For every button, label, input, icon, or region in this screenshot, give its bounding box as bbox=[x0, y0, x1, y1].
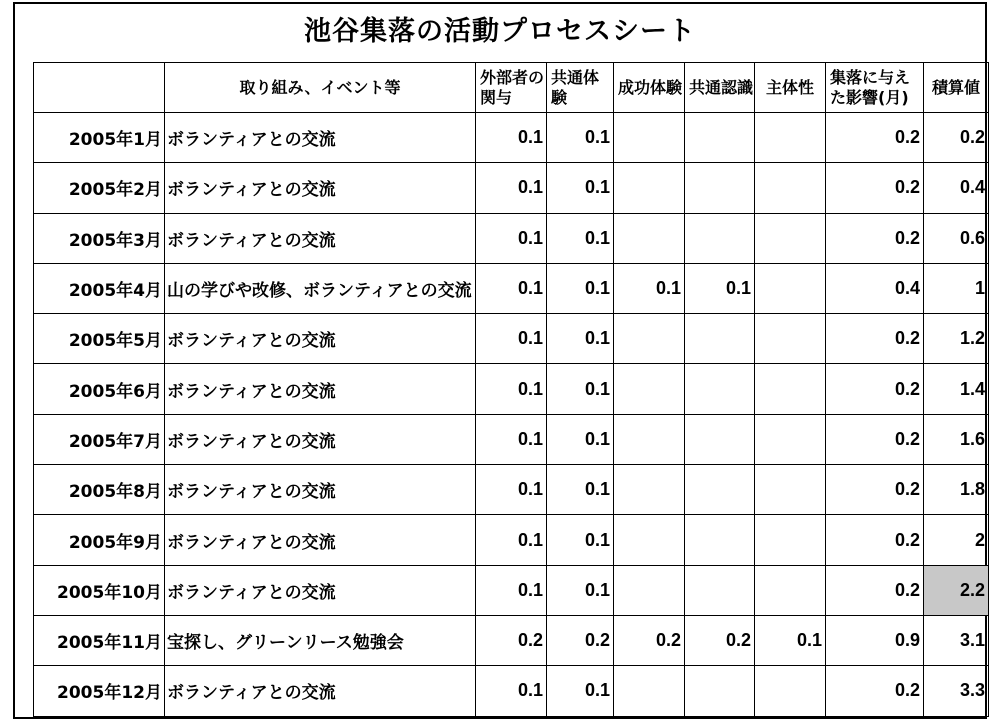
impact-cell: 0.4 bbox=[826, 263, 924, 313]
shared-recognition-cell bbox=[685, 163, 755, 213]
header-external-label: 外部者の関与 bbox=[480, 67, 545, 107]
success-experience-cell: 0.2 bbox=[614, 615, 685, 665]
event-cell: ボランティアとの交流 bbox=[165, 465, 476, 515]
event-cell: ボランティアとの交流 bbox=[165, 213, 476, 263]
impact-cell: 0.2 bbox=[826, 364, 924, 414]
shared-recognition-cell bbox=[685, 515, 755, 565]
event-cell: 山の学びや改修、ボランティアとの交流 bbox=[165, 263, 476, 313]
shared-experience-cell: 0.1 bbox=[547, 565, 614, 615]
date-cell: 2005年11月 bbox=[34, 615, 165, 665]
impact-cell: 0.2 bbox=[826, 314, 924, 364]
date-cell: 2005年12月 bbox=[34, 666, 165, 716]
success-experience-cell bbox=[614, 565, 685, 615]
process-sheet bbox=[13, 2, 987, 719]
table-row bbox=[34, 314, 989, 364]
shared-experience-cell: 0.1 bbox=[547, 213, 614, 263]
shared-recognition-cell bbox=[685, 465, 755, 515]
shared-experience-cell: 0.1 bbox=[547, 263, 614, 313]
external-cell: 0.1 bbox=[476, 666, 547, 716]
external-cell: 0.1 bbox=[476, 113, 547, 163]
cumulative-cell: 2.2 bbox=[924, 565, 989, 615]
cumulative-cell: 3.3 bbox=[924, 666, 989, 716]
event-cell: 宝探し、グリーンリース勉強会 bbox=[165, 615, 476, 665]
external-cell: 0.1 bbox=[476, 364, 547, 414]
shared-recognition-cell: 0.1 bbox=[685, 263, 755, 313]
date-cell: 2005年3月 bbox=[34, 213, 165, 263]
success-experience-cell bbox=[614, 515, 685, 565]
autonomy-cell bbox=[755, 515, 826, 565]
header-event: 取り組み、イベント等 bbox=[165, 63, 476, 113]
cumulative-cell: 1 bbox=[924, 263, 989, 313]
success-experience-cell bbox=[614, 213, 685, 263]
external-cell: 0.2 bbox=[476, 615, 547, 665]
success-experience-cell bbox=[614, 414, 685, 464]
autonomy-cell bbox=[755, 163, 826, 213]
header-external bbox=[476, 63, 547, 113]
header-date bbox=[34, 63, 165, 113]
header-row bbox=[34, 63, 989, 113]
autonomy-cell bbox=[755, 113, 826, 163]
header-shared-experience-label: 共通体験 bbox=[551, 67, 600, 107]
event-cell: ボランティアとの交流 bbox=[165, 515, 476, 565]
shared-experience-cell: 0.1 bbox=[547, 414, 614, 464]
success-experience-cell bbox=[614, 465, 685, 515]
impact-cell: 0.9 bbox=[826, 615, 924, 665]
external-cell: 0.1 bbox=[476, 263, 547, 313]
cumulative-cell: 3.1 bbox=[924, 615, 989, 665]
sheet-title: 池谷集落の活動プロセスシート bbox=[304, 16, 696, 47]
shared-recognition-cell bbox=[685, 565, 755, 615]
cumulative-cell: 0.2 bbox=[924, 113, 989, 163]
shared-experience-cell: 0.1 bbox=[547, 465, 614, 515]
shared-recognition-cell bbox=[685, 364, 755, 414]
external-cell: 0.1 bbox=[476, 515, 547, 565]
header-autonomy: 主体性 bbox=[755, 63, 826, 113]
impact-cell: 0.2 bbox=[826, 414, 924, 464]
external-cell: 0.1 bbox=[476, 465, 547, 515]
header-success-experience-label: 成功体験 bbox=[618, 77, 683, 97]
impact-cell: 0.2 bbox=[826, 666, 924, 716]
success-experience-cell bbox=[614, 163, 685, 213]
event-cell: ボランティアとの交流 bbox=[165, 314, 476, 364]
date-cell: 2005年6月 bbox=[34, 364, 165, 414]
shared-experience-cell: 0.1 bbox=[547, 666, 614, 716]
impact-cell: 0.2 bbox=[826, 515, 924, 565]
autonomy-cell bbox=[755, 263, 826, 313]
autonomy-cell bbox=[755, 364, 826, 414]
success-experience-cell bbox=[614, 364, 685, 414]
autonomy-cell bbox=[755, 666, 826, 716]
shared-experience-cell: 0.1 bbox=[547, 515, 614, 565]
impact-cell: 0.2 bbox=[826, 465, 924, 515]
shared-experience-cell: 0.2 bbox=[547, 615, 614, 665]
autonomy-cell bbox=[755, 465, 826, 515]
shared-experience-cell: 0.1 bbox=[547, 163, 614, 213]
success-experience-cell bbox=[614, 113, 685, 163]
event-cell: ボランティアとの交流 bbox=[165, 414, 476, 464]
event-cell: ボランティアとの交流 bbox=[165, 565, 476, 615]
success-experience-cell bbox=[614, 314, 685, 364]
autonomy-cell bbox=[755, 565, 826, 615]
cumulative-cell: 0.4 bbox=[924, 163, 989, 213]
autonomy-cell bbox=[755, 314, 826, 364]
success-experience-cell: 0.1 bbox=[614, 263, 685, 313]
table-row bbox=[34, 465, 989, 515]
table-row bbox=[34, 515, 989, 565]
cumulative-cell: 1.6 bbox=[924, 414, 989, 464]
cumulative-cell: 1.2 bbox=[924, 314, 989, 364]
shared-recognition-cell bbox=[685, 113, 755, 163]
shared-experience-cell: 0.1 bbox=[547, 314, 614, 364]
date-cell: 2005年1月 bbox=[34, 113, 165, 163]
external-cell: 0.1 bbox=[476, 565, 547, 615]
table-row bbox=[34, 263, 989, 313]
external-cell: 0.1 bbox=[476, 314, 547, 364]
impact-cell: 0.2 bbox=[826, 113, 924, 163]
table-body bbox=[34, 113, 989, 717]
header-success-experience bbox=[614, 63, 685, 113]
impact-cell: 0.2 bbox=[826, 163, 924, 213]
header-shared-recognition-label: 共通認識 bbox=[689, 77, 754, 97]
date-cell: 2005年4月 bbox=[34, 263, 165, 313]
shared-experience-cell: 0.1 bbox=[547, 364, 614, 414]
shared-recognition-cell bbox=[685, 414, 755, 464]
date-cell: 2005年8月 bbox=[34, 465, 165, 515]
shared-recognition-cell bbox=[685, 213, 755, 263]
table-row bbox=[34, 364, 989, 414]
shared-recognition-cell bbox=[685, 666, 755, 716]
cumulative-cell: 2 bbox=[924, 515, 989, 565]
header-shared-recognition bbox=[685, 63, 755, 113]
table-row bbox=[34, 565, 989, 615]
autonomy-cell bbox=[755, 213, 826, 263]
impact-cell: 0.2 bbox=[826, 565, 924, 615]
date-cell: 2005年5月 bbox=[34, 314, 165, 364]
event-cell: ボランティアとの交流 bbox=[165, 364, 476, 414]
external-cell: 0.1 bbox=[476, 414, 547, 464]
autonomy-cell bbox=[755, 414, 826, 464]
shared-experience-cell: 0.1 bbox=[547, 113, 614, 163]
process-table bbox=[33, 62, 989, 717]
table-row bbox=[34, 615, 989, 665]
date-cell: 2005年9月 bbox=[34, 515, 165, 565]
date-cell: 2005年7月 bbox=[34, 414, 165, 464]
table-row bbox=[34, 414, 989, 464]
header-impact bbox=[826, 63, 924, 113]
table-row bbox=[34, 113, 989, 163]
date-cell: 2005年10月 bbox=[34, 565, 165, 615]
event-cell: ボランティアとの交流 bbox=[165, 666, 476, 716]
date-cell: 2005年2月 bbox=[34, 163, 165, 213]
event-cell: ボランティアとの交流 bbox=[165, 163, 476, 213]
external-cell: 0.1 bbox=[476, 213, 547, 263]
cumulative-cell: 1.8 bbox=[924, 465, 989, 515]
table-row bbox=[34, 213, 989, 263]
cumulative-cell: 1.4 bbox=[924, 364, 989, 414]
success-experience-cell bbox=[614, 666, 685, 716]
header-impact-label: 集落に与えた影響(月) bbox=[830, 67, 911, 107]
header-shared-experience bbox=[547, 63, 614, 113]
event-cell: ボランティアとの交流 bbox=[165, 113, 476, 163]
autonomy-cell: 0.1 bbox=[755, 615, 826, 665]
shared-recognition-cell: 0.2 bbox=[685, 615, 755, 665]
external-cell: 0.1 bbox=[476, 163, 547, 213]
header-cumulative: 積算値 bbox=[924, 63, 989, 113]
cumulative-cell: 0.6 bbox=[924, 213, 989, 263]
table-row bbox=[34, 163, 989, 213]
impact-cell: 0.2 bbox=[826, 213, 924, 263]
shared-recognition-cell bbox=[685, 314, 755, 364]
table-row bbox=[34, 666, 989, 716]
